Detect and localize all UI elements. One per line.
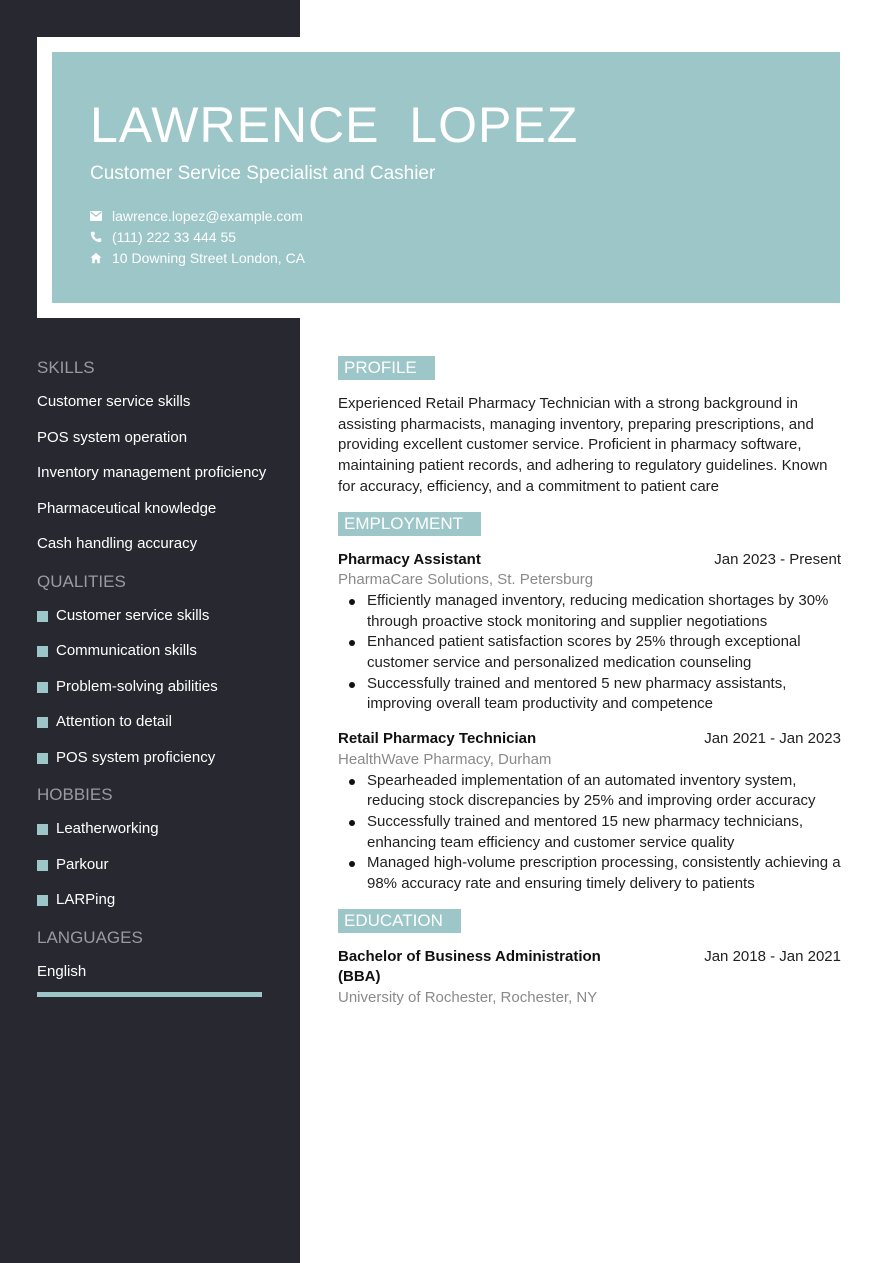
education-school: University of Rochester, Rochester, NY	[338, 989, 598, 1007]
square-bullet-icon	[37, 682, 48, 693]
contact-address-text: 10 Downing Street London, CA	[112, 249, 306, 266]
square-bullet-icon	[37, 860, 48, 871]
languages-list	[37, 962, 267, 983]
quality-item	[37, 677, 267, 698]
skill-item: Inventory management proficiency	[37, 464, 267, 481]
profile-heading: PROFILE	[338, 356, 435, 380]
job-entry	[338, 729, 841, 895]
hobby-label: Leatherworking	[56, 820, 159, 837]
job-dates: Jan 2023 - Present	[714, 550, 841, 568]
job-bullet	[338, 591, 841, 632]
job-bullet-text: Successfully trained and mentored 15 new pharmacy technicians, enhancing team efficiency and customer service quality	[367, 812, 804, 851]
education-heading: EDUCATION	[338, 909, 461, 933]
skills-heading: SKILLS	[37, 358, 95, 377]
contact-phone[interactable]	[90, 226, 305, 247]
job-header	[338, 729, 841, 750]
hobby-item	[37, 819, 267, 840]
quality-item	[37, 712, 267, 733]
job-entry	[338, 550, 841, 716]
quality-item	[37, 748, 267, 769]
job-bullet	[338, 853, 841, 894]
square-bullet-icon	[37, 753, 48, 764]
sidebar	[37, 356, 267, 997]
education-dates: Jan 2018 - Jan 2021	[704, 947, 841, 965]
bullet-dot-icon	[349, 682, 355, 688]
resume-header	[52, 52, 840, 303]
hobby-item	[37, 855, 267, 876]
bullet-dot-icon	[349, 599, 355, 605]
language-level-bar	[37, 992, 262, 997]
job-bullet-text: Efficiently managed inventory, reducing medication shortages by 30% through proactive stock monitoring and supplier negotiations	[367, 591, 829, 630]
contact-email[interactable]	[90, 205, 305, 226]
profile-text: Experienced Retail Pharmacy Technician with a strong background in assisting pharmacists, managing inventory, preparing prescriptions, and providing excellent customer service. Proficient in pharmacy software, maintaining patient records, and adhering to regulatory guidelines. Known for accuracy, efficiency, and a commitment to patient care	[338, 395, 828, 495]
job-bullet	[338, 674, 841, 715]
candidate-name: LAWRENCE LOPEZ	[90, 97, 579, 153]
job-title: Pharmacy Assistant	[338, 550, 481, 568]
bullet-dot-icon	[349, 640, 355, 646]
square-bullet-icon	[37, 611, 48, 622]
employment-heading: EMPLOYMENT	[338, 512, 481, 536]
skill-item: Cash handling accuracy	[37, 535, 198, 552]
job-bullet	[338, 812, 841, 853]
job-dates: Jan 2021 - Jan 2023	[704, 730, 841, 748]
quality-label: Customer service skills	[56, 606, 210, 624]
hobby-label: Parkour	[56, 855, 109, 873]
qualities-heading: QUALITIES	[37, 571, 126, 591]
square-bullet-icon	[37, 895, 48, 906]
quality-label: POS system proficiency	[56, 748, 216, 766]
square-bullet-icon	[37, 646, 48, 657]
hobbies-heading: HOBBIES	[37, 785, 113, 804]
skill-item: POS system operation	[37, 428, 188, 446]
quality-label: Attention to detail	[56, 713, 172, 730]
square-bullet-icon	[37, 824, 48, 835]
quality-label: Problem-solving abilities	[56, 677, 218, 695]
mail-icon	[90, 210, 102, 222]
candidate-title: Customer Service Specialist and Cashier	[90, 163, 436, 184]
hobby-item	[37, 890, 267, 911]
job-company: HealthWave Pharmacy, Durham	[338, 750, 552, 768]
qualities-list	[37, 606, 267, 769]
contact-address	[90, 247, 305, 268]
job-bullets	[338, 591, 841, 715]
contact-phone-text: (111) 222 33 444 55	[112, 228, 237, 245]
hobby-label: LARPing	[56, 891, 116, 908]
hobbies-list	[37, 819, 267, 911]
languages-heading: LANGUAGES	[37, 927, 143, 947]
job-bullets	[338, 771, 841, 895]
contact-email-text[interactable]: lawrence.lopez@example.com	[112, 207, 303, 224]
quality-item	[37, 641, 267, 662]
job-bullet-text: Managed high-volume prescription processing, consistently achieving a 98% accuracy rate and ensuring timely delivery to patients	[367, 854, 841, 893]
skills-list	[37, 392, 267, 555]
quality-label: Communication skills	[56, 642, 197, 659]
bullet-dot-icon	[349, 861, 355, 867]
contact-list	[90, 205, 305, 268]
skill-item: Pharmaceutical knowledge	[37, 499, 217, 517]
education-entry	[338, 947, 841, 1009]
job-bullet	[338, 632, 841, 673]
job-bullet	[338, 771, 841, 812]
degree-title: Bachelor of Business Administration (BBA)	[338, 947, 601, 986]
job-bullet-text: Enhanced patient satisfaction scores by 25% through exceptional customer service and personalized medication counseling	[367, 633, 801, 672]
job-bullet-text: Successfully trained and mentored 5 new pharmacy assistants, improving overall team productivity and competence	[367, 674, 787, 713]
square-bullet-icon	[37, 717, 48, 728]
home-icon	[90, 252, 102, 264]
quality-item	[37, 606, 267, 627]
job-title: Retail Pharmacy Technician	[338, 730, 537, 748]
main-content	[338, 356, 841, 1023]
job-header	[338, 550, 841, 571]
skill-item: Customer service skills	[37, 393, 191, 410]
job-bullet-text: Spearheaded implementation of an automated inventory system, reducing stock discrepancies by 25% and improving order accuracy	[367, 771, 816, 810]
bullet-dot-icon	[349, 779, 355, 785]
language-item: English	[37, 962, 87, 980]
education-header	[338, 947, 841, 988]
job-company: PharmaCare Solutions, St. Petersburg	[338, 571, 594, 589]
bullet-dot-icon	[349, 820, 355, 826]
phone-icon	[90, 231, 102, 243]
